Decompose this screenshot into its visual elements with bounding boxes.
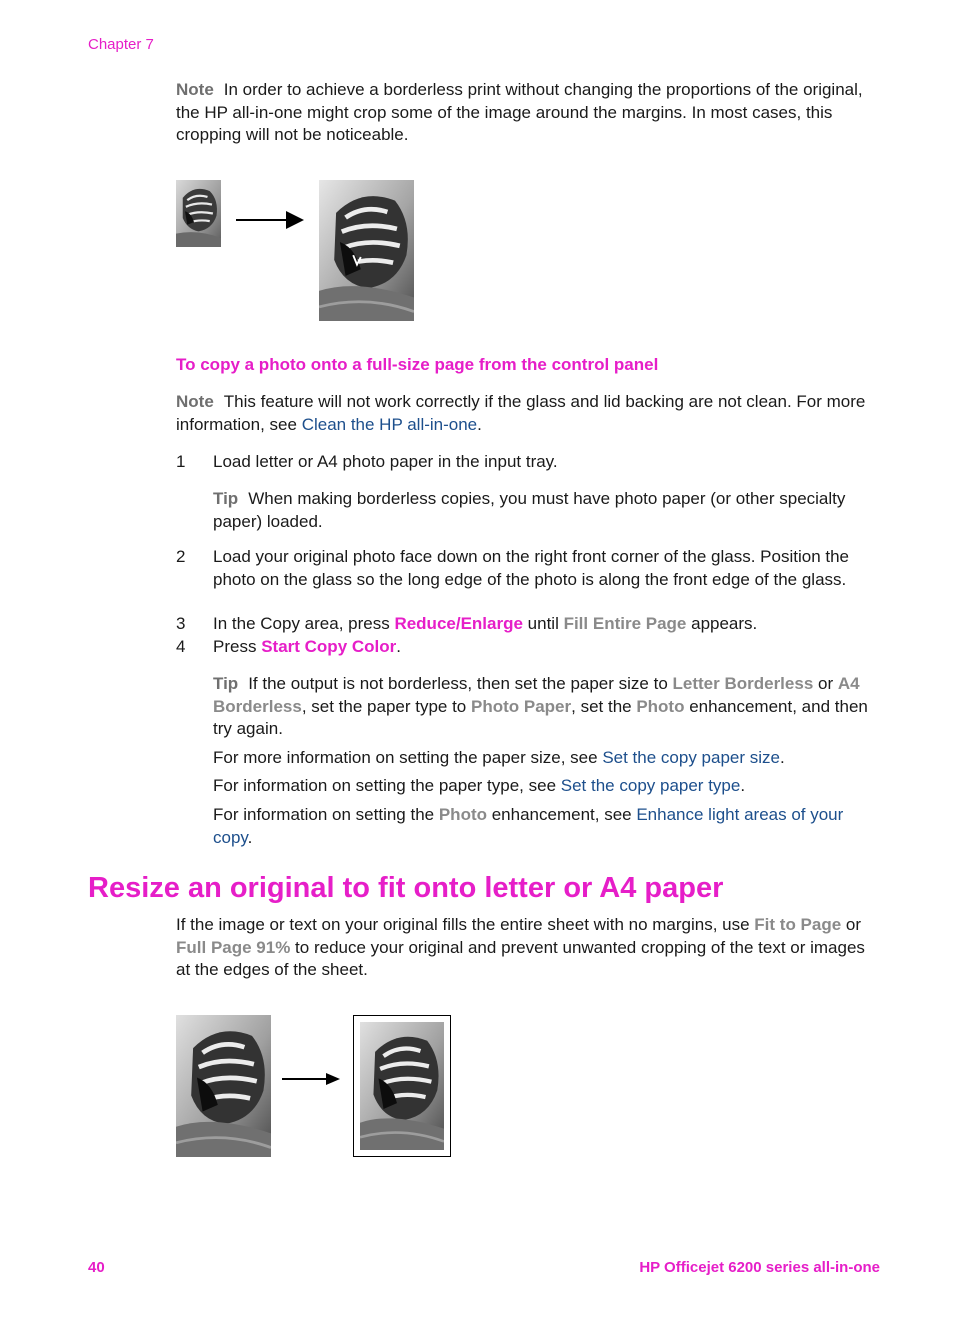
- tip-text-part: , set the paper type to: [301, 696, 471, 716]
- note-label: Note: [176, 80, 214, 99]
- start-copy-color-button-label: Start Copy Color: [261, 637, 397, 656]
- link-enhance-light-areas[interactable]: Enhance light areas of your copy: [213, 805, 844, 847]
- step-2-text: Load your original photo face down on the right front corner of the glass. Position the photo on the glass so the long edge of the photo is along the front edge of the glass.: [213, 547, 850, 589]
- photo-option: Photo: [636, 696, 685, 716]
- tip-text-part: If the output is not borderless, then set the paper size to: [248, 674, 673, 693]
- step-number: 2: [176, 547, 186, 566]
- procedure-heading: To copy a photo onto a full-size page from the control panel: [176, 355, 659, 374]
- section-text: or: [841, 915, 862, 934]
- info-text: enhancement, see: [487, 805, 637, 824]
- fit-to-page-option: Fit to Page: [754, 915, 842, 934]
- info-paper-size: [213, 747, 868, 770]
- note-period: .: [477, 414, 482, 434]
- section-text: If the image or text on your original fills the entire sheet with no margins, use: [176, 915, 755, 934]
- tiger-photo-fit-to-page: [360, 1022, 444, 1150]
- tiger-photo-small: [176, 180, 221, 247]
- paper-sheet-frame: [353, 1015, 451, 1157]
- arrow-right-icon: [282, 1070, 342, 1088]
- info-text: For information on setting the paper type, see: [213, 776, 561, 795]
- tip-text-part: or: [813, 674, 838, 693]
- section-heading: Resize an original to fit onto letter or A4 paper: [88, 872, 724, 904]
- tiger-photo-original: [176, 1015, 271, 1157]
- step-text-part: until: [522, 614, 564, 633]
- tip-label: Tip: [213, 674, 239, 693]
- tip-text-part: , set the: [571, 696, 637, 716]
- info-text: .: [740, 776, 746, 795]
- info-text: For information on setting the: [213, 805, 439, 824]
- fill-entire-page-option: Fill Entire Page: [563, 614, 687, 633]
- step-number: 3: [176, 614, 186, 633]
- step-text-part: Press: [213, 637, 262, 656]
- tip-borderless-output: [213, 673, 868, 741]
- footer-title: HP Officejet 6200 series all-in-one: [639, 1259, 880, 1276]
- info-photo-enhancement: [213, 804, 868, 849]
- step-1-text: Load letter or A4 photo paper in the input tray.: [213, 452, 558, 471]
- letter-borderless-option: Letter Borderless: [672, 674, 814, 693]
- step-3-text: [213, 613, 863, 636]
- photo-option: Photo: [438, 805, 487, 824]
- section-text: to reduce your original and prevent unwanted cropping of the text or images at the edges of the sheet.: [176, 937, 865, 979]
- info-text: .: [247, 827, 253, 847]
- tip-label: Tip: [213, 489, 239, 508]
- section-intro: [176, 914, 874, 982]
- tip-text: When making borderless copies, you must have photo paper (or other specialty paper) loaded.: [213, 489, 846, 531]
- step-text-part: appears.: [686, 614, 758, 633]
- link-set-copy-paper-size[interactable]: Set the copy paper size: [602, 748, 780, 767]
- full-page-91-option: Full Page 91%: [176, 937, 291, 957]
- page-number: 40: [88, 1259, 105, 1276]
- reduce-enlarge-button-label: Reduce/Enlarge: [394, 614, 523, 633]
- info-paper-type: [213, 775, 868, 798]
- photo-paper-option: Photo Paper: [471, 696, 572, 716]
- chapter-label: Chapter 7: [88, 36, 154, 53]
- note-text: In order to achieve a borderless print without changing the proportions of the original, the HP all-in-one might crop some of the image around the margins. In most cases, this cropping will not be noticeable.: [176, 80, 863, 144]
- info-text: For more information on setting the paper size, see: [213, 748, 603, 767]
- note-label: Note: [176, 392, 214, 411]
- tip-text-part: enhancement, and then try again.: [213, 696, 868, 738]
- tiger-photo-borderless: [319, 180, 414, 321]
- note-glass: [176, 391, 866, 436]
- tip-photo-paper: [213, 488, 863, 533]
- step-number: 1: [176, 452, 186, 471]
- link-clean-hp[interactable]: Clean the HP all-in-one: [301, 414, 478, 434]
- step-text-part: .: [396, 637, 401, 656]
- a4-borderless-option: A4 Borderless: [213, 674, 860, 716]
- step-text-part: In the Copy area, press: [213, 614, 395, 633]
- step-4-text: [213, 636, 863, 659]
- arrow-right-icon: [236, 208, 304, 232]
- link-set-copy-paper-type[interactable]: Set the copy paper type: [560, 776, 741, 795]
- note-borderless: [176, 79, 866, 147]
- info-text: .: [779, 748, 785, 767]
- note-text: This feature will not work correctly if the glass and lid backing are not clean. For more information, see: [176, 392, 866, 434]
- step-number: 4: [176, 637, 186, 656]
